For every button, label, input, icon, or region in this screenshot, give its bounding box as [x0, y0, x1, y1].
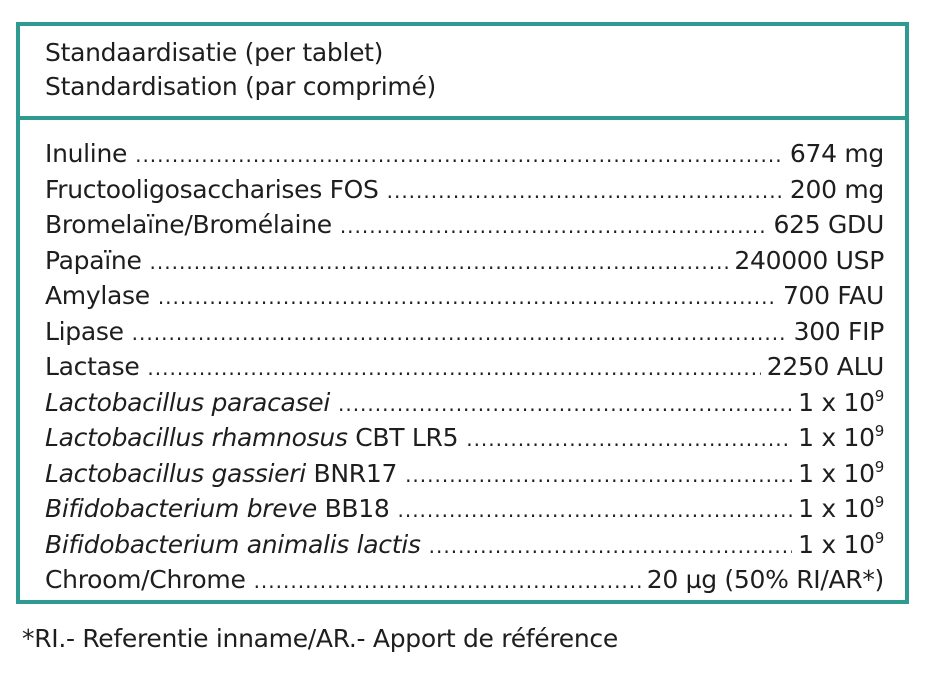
- ingredient-amount: [798, 420, 884, 456]
- dot-leader: [340, 209, 768, 245]
- ingredient-amount: 2250 ALU: [766, 352, 884, 381]
- ingredient-row: [45, 420, 884, 456]
- species-name: Lactobacillus paracasei: [45, 387, 330, 417]
- ingredient-name: [45, 420, 458, 456]
- dot-leader: [397, 493, 792, 529]
- ingredient-amount: 200 mg: [789, 174, 884, 204]
- ingredient-row: [45, 136, 884, 172]
- species-name: Lactobacillus gassieri: [45, 458, 306, 488]
- amount-base: 1 x 10: [798, 423, 875, 452]
- ingredient-name: Inuline: [45, 139, 128, 168]
- ingredient-name: [45, 385, 330, 421]
- ingredient-row: [45, 243, 884, 279]
- dot-leader: [150, 245, 729, 281]
- ingredient-name: [45, 491, 389, 527]
- ingredient-amount: 625 GDU: [773, 210, 884, 239]
- species-name: Lactobacillus rhamnosus: [45, 423, 348, 452]
- ingredient-row: [45, 527, 884, 563]
- ingredient-name: Fructooligosaccharises FOS: [45, 174, 379, 204]
- ingredient-name: Bromelaïne/Bromélaine: [45, 210, 332, 239]
- amount-base: 1 x 10: [798, 529, 875, 559]
- dot-leader: [158, 280, 777, 316]
- dot-leader: [132, 316, 788, 352]
- dot-leader: [338, 387, 792, 423]
- ingredient-row: [45, 172, 884, 208]
- ingredient-row: [45, 349, 884, 385]
- dot-leader: [254, 564, 641, 600]
- header-title-nl: Standaardisatie (per tablet): [45, 38, 384, 67]
- amount-exponent: 9: [874, 457, 884, 476]
- strain-code: BNR17: [313, 458, 398, 488]
- ingredient-row: [45, 278, 884, 314]
- ingredient-row: [45, 456, 884, 492]
- ingredient-list: [45, 136, 884, 598]
- ingredient-name: [45, 527, 421, 563]
- ingredient-amount: [798, 385, 884, 421]
- species-name: Bifidobacterium animalis lactis: [45, 529, 421, 559]
- dot-leader: [466, 422, 792, 458]
- amount-base: 1 x 10: [798, 458, 875, 488]
- ingredient-amount: 700 FAU: [782, 281, 884, 310]
- ingredient-amount: [798, 491, 884, 527]
- ingredient-row: [45, 314, 884, 350]
- footnote: *RI.- Referentie inname/AR.- Apport de référence: [22, 624, 618, 653]
- standardisation-table: [16, 22, 909, 604]
- dot-leader: [429, 529, 793, 565]
- dot-leader: [405, 458, 792, 494]
- ingredient-name: Amylase: [45, 281, 150, 310]
- ingredient-row: [45, 562, 884, 598]
- ingredient-row: [45, 385, 884, 421]
- species-name: Bifidobacterium breve: [45, 494, 317, 523]
- amount-exponent: 9: [874, 528, 884, 547]
- amount-exponent: 9: [874, 493, 884, 511]
- header-divider: [20, 116, 905, 120]
- dot-leader: [135, 138, 784, 174]
- strain-code: BB18: [324, 494, 390, 523]
- ingredient-amount: [798, 456, 884, 492]
- ingredient-name: Lipase: [45, 316, 124, 346]
- ingredient-name: Papaïne: [45, 245, 142, 275]
- ingredient-amount: 240000 USP: [734, 245, 884, 275]
- ingredient-amount: 300 FIP: [793, 316, 884, 346]
- ingredient-amount: 674 mg: [789, 139, 884, 168]
- amount-exponent: 9: [874, 422, 884, 440]
- ingredient-amount: [798, 527, 884, 563]
- ingredient-name: Chroom/Chrome: [45, 565, 246, 594]
- strain-code: CBT LR5: [355, 423, 459, 452]
- ingredient-row: [45, 207, 884, 243]
- table-header: [20, 26, 905, 116]
- ingredient-row: [45, 491, 884, 527]
- amount-exponent: 9: [874, 386, 884, 405]
- header-title-fr: Standardisation (par comprimé): [45, 72, 437, 101]
- dot-leader: [387, 174, 784, 210]
- ingredient-amount: 20 µg (50% RI/AR*): [646, 565, 884, 594]
- ingredient-name: Lactase: [45, 352, 140, 381]
- dot-leader: [147, 351, 760, 387]
- ingredient-name: [45, 456, 397, 492]
- amount-base: 1 x 10: [798, 494, 875, 523]
- amount-base: 1 x 10: [798, 387, 875, 417]
